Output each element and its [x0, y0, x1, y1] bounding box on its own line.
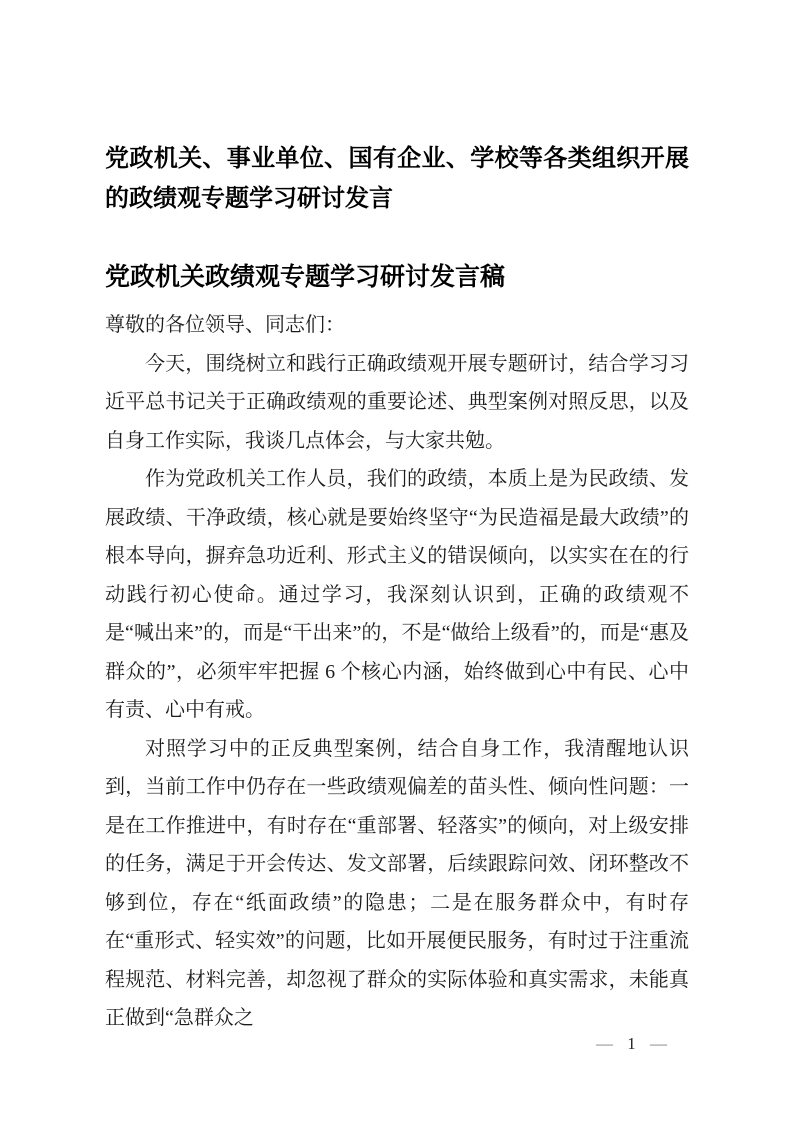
page-number-value: 1	[627, 1034, 636, 1053]
document-title: 党政机关、事业单位、国有企业、学校等各类组织开展的政绩观专题学习研讨发言	[105, 146, 689, 212]
body-paragraph: 今天，围绕树立和践行正确政绩观开展专题研讨，结合学习习近平总书记关于正确政绩观的重要论述、典型案例对照反思，以及自身工作实际，我谈几点体会，与大家共勉。	[105, 352, 689, 452]
page-footer	[0, 1031, 793, 1057]
page-number-dash-left: —	[596, 1034, 613, 1053]
body-paragraph: 作为党政机关工作人员，我们的政绩，本质上是为民政绩、发展政绩、干净政绩，核心就是要始终坚守“为民造福是最大政绩”的根本导向，摒弃急功近利、形式主义的错误倾向，以实实在在的行动践行初心使命。通过学习，我深刻认识到，正确的政绩观不是“喊出来”的，而是“干出来”的，不是“做给上级看”的，而是“惠及群众的”，必须牢牢把握 6 个核心内涵，始终做到心中有民、心中有责、心中有戒。	[105, 468, 689, 721]
salutation-line: 尊敬的各位领导、同志们：	[105, 314, 345, 336]
section-heading: 党政机关政绩观专题学习研讨发言稿	[105, 264, 506, 291]
body-paragraph: 对照学习中的正反典型案例，结合自身工作，我清醒地认识到，当前工作中仍存在一些政绩观偏差的苗头性、倾向性问题：一是在工作推进中，有时存在“重部署、轻落实”的倾向，对上级安排的任务，满足于开会传达、发文部署，后续跟踪问效、闭环整改不够到位，存在“纸面政绩”的隐患；二是在服务群众中，有时存在“重形式、轻实效”的问题，比如开展便民服务，有时过于注重流程规范、材料完善，却忽视了群众的实际体验和真实需求，未能真正做到“急群众之	[105, 737, 689, 1029]
document-body	[105, 306, 689, 1038]
page-number	[596, 1031, 667, 1057]
page-number-dash-right: —	[650, 1034, 667, 1053]
